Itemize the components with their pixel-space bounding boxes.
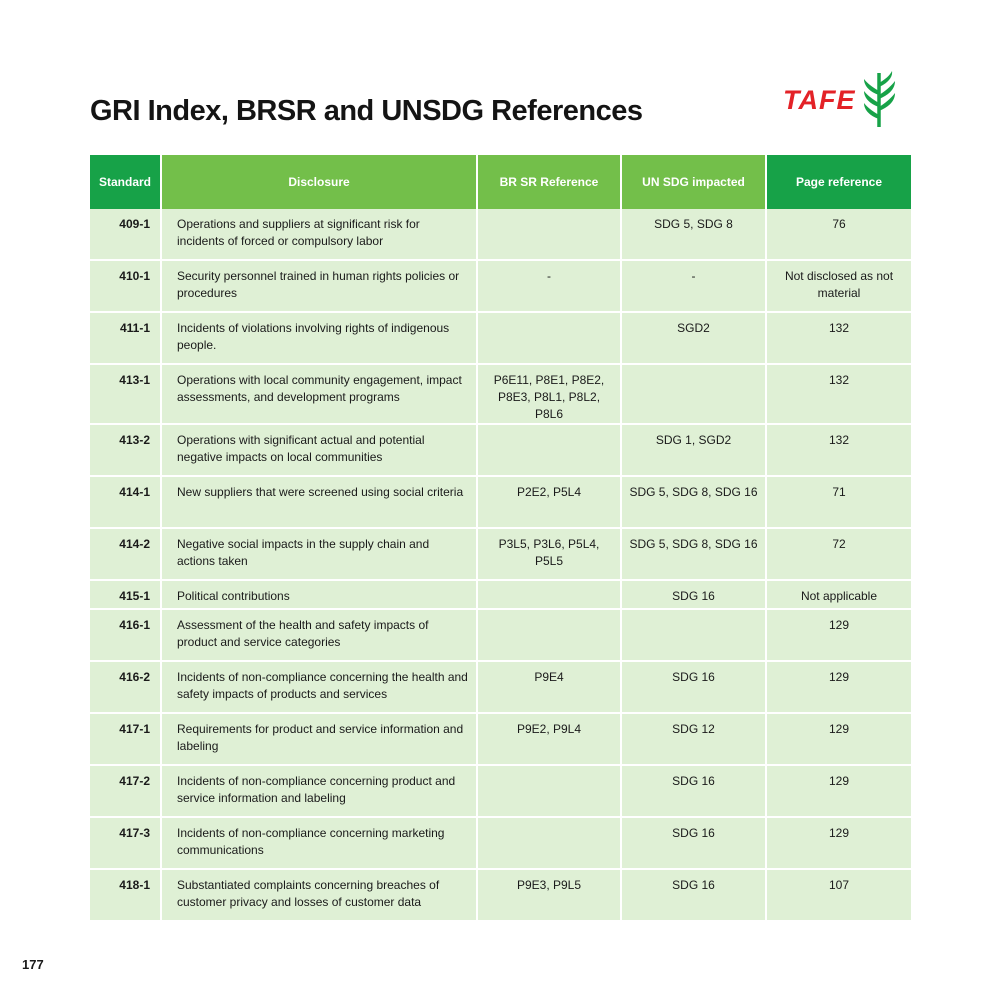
sdg-cell: SDG 16 (621, 869, 766, 921)
disclosure-cell: Requirements for product and service information and labeling (161, 713, 477, 765)
page-cell: Not disclosed as not material (766, 260, 911, 312)
logo-text: TAFE (783, 84, 856, 115)
sdg-cell: SDG 5, SDG 8, SDG 16 (621, 476, 766, 528)
disclosure-cell: Political contributions (161, 580, 477, 609)
page-cell: 132 (766, 312, 911, 364)
page-cell: 71 (766, 476, 911, 528)
page-cell: 129 (766, 765, 911, 817)
sdg-cell (621, 364, 766, 424)
brsr-cell: P3L5, P3L6, P5L4, P5L5 (477, 528, 621, 580)
disclosure-cell: Incidents of violations involving rights of indigenous people. (161, 312, 477, 364)
brsr-cell (477, 609, 621, 661)
page-title: GRI Index, BRSR and UNSDG References (90, 95, 643, 127)
table-row (90, 869, 911, 921)
page-number: 177 (22, 957, 44, 972)
brsr-cell: P2E2, P5L4 (477, 476, 621, 528)
table-header-row (90, 155, 911, 209)
brsr-cell (477, 580, 621, 609)
page-cell: 76 (766, 209, 911, 260)
table-row (90, 817, 911, 869)
sdg-cell: SDG 5, SDG 8 (621, 209, 766, 260)
disclosure-cell: Operations with significant actual and potential negative impacts on local communities (161, 424, 477, 476)
standard-cell: 417-3 (90, 817, 161, 869)
page-cell: Not applicable (766, 580, 911, 609)
standard-cell: 411-1 (90, 312, 161, 364)
table-row (90, 260, 911, 312)
standard-cell: 417-1 (90, 713, 161, 765)
disclosure-cell: Incidents of non-compliance concerning product and service information and labeling (161, 765, 477, 817)
sdg-cell: SGD2 (621, 312, 766, 364)
disclosure-cell: Operations with local community engagement, impact assessments, and development programs (161, 364, 477, 424)
sdg-cell: SDG 16 (621, 765, 766, 817)
disclosure-cell: Incidents of non-compliance concerning the health and safety impacts of products and services (161, 661, 477, 713)
standard-cell: 413-1 (90, 364, 161, 424)
sdg-cell (621, 609, 766, 661)
page-cell: 129 (766, 817, 911, 869)
standard-cell: 410-1 (90, 260, 161, 312)
page-cell: 129 (766, 713, 911, 765)
standard-cell: 413-2 (90, 424, 161, 476)
sdg-cell: SDG 16 (621, 580, 766, 609)
table-row (90, 713, 911, 765)
brsr-cell: P6E11, P8E1, P8E2, P8E3, P8L1, P8L2, P8L6 (477, 364, 621, 424)
disclosure-cell: Security personnel trained in human rights policies or procedures (161, 260, 477, 312)
brsr-cell (477, 424, 621, 476)
table-row (90, 312, 911, 364)
disclosure-cell: Negative social impacts in the supply chain and actions taken (161, 528, 477, 580)
table-row (90, 765, 911, 817)
header-page-reference: Page reference (766, 155, 911, 209)
brsr-cell: P9E2, P9L4 (477, 713, 621, 765)
disclosure-cell: Assessment of the health and safety impacts of product and service categories (161, 609, 477, 661)
standard-cell: 416-1 (90, 609, 161, 661)
tafe-logo (783, 68, 933, 130)
standard-cell: 409-1 (90, 209, 161, 260)
table-row (90, 476, 911, 528)
page-cell: 132 (766, 364, 911, 424)
table-row (90, 661, 911, 713)
header-disclosure: Disclosure (161, 155, 477, 209)
table-row (90, 580, 911, 609)
brsr-cell: - (477, 260, 621, 312)
standard-cell: 416-2 (90, 661, 161, 713)
standard-cell: 415-1 (90, 580, 161, 609)
brsr-cell (477, 817, 621, 869)
disclosure-cell: Operations and suppliers at significant risk for incidents of forced or compulsory labor (161, 209, 477, 260)
brsr-cell: P9E3, P9L5 (477, 869, 621, 921)
table-row (90, 528, 911, 580)
page-cell: 132 (766, 424, 911, 476)
brsr-cell (477, 312, 621, 364)
disclosure-cell: New suppliers that were screened using social criteria (161, 476, 477, 528)
standard-cell: 418-1 (90, 869, 161, 921)
brsr-cell: P9E4 (477, 661, 621, 713)
sdg-cell: SDG 16 (621, 661, 766, 713)
sdg-cell: - (621, 260, 766, 312)
gri-index-table (90, 155, 911, 922)
brsr-cell (477, 765, 621, 817)
page-cell: 107 (766, 869, 911, 921)
table-row (90, 364, 911, 424)
page-cell: 129 (766, 609, 911, 661)
standard-cell: 414-1 (90, 476, 161, 528)
sdg-cell: SDG 12 (621, 713, 766, 765)
leaf-icon (862, 69, 896, 129)
disclosure-cell: Substantiated complaints concerning breaches of customer privacy and losses of customer data (161, 869, 477, 921)
brsr-cell (477, 209, 621, 260)
table-row (90, 424, 911, 476)
table-row (90, 209, 911, 260)
header-standard: Standard (90, 155, 161, 209)
page-cell: 72 (766, 528, 911, 580)
page-cell: 129 (766, 661, 911, 713)
standard-cell: 417-2 (90, 765, 161, 817)
header-un-sdg-impacted: UN SDG impacted (621, 155, 766, 209)
header-brsr-reference: BR SR Reference (477, 155, 621, 209)
standard-cell: 414-2 (90, 528, 161, 580)
sdg-cell: SDG 16 (621, 817, 766, 869)
table-row (90, 609, 911, 661)
sdg-cell: SDG 5, SDG 8, SDG 16 (621, 528, 766, 580)
disclosure-cell: Incidents of non-compliance concerning marketing communications (161, 817, 477, 869)
sdg-cell: SDG 1, SGD2 (621, 424, 766, 476)
